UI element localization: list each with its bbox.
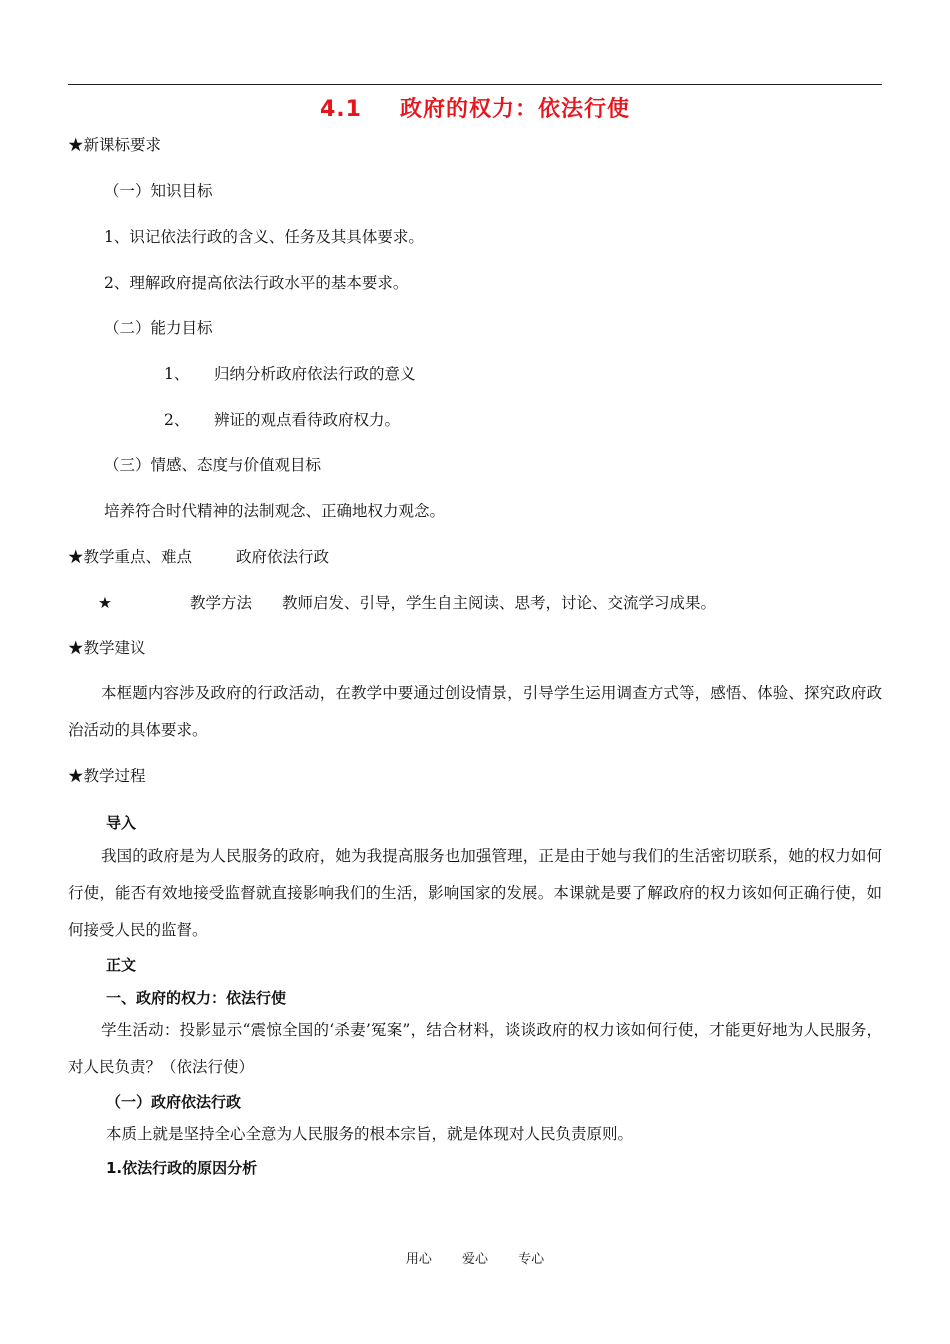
process-heading: ★教学过程 [68, 767, 146, 785]
ability-goal-item-2-num: 2、 [164, 411, 190, 429]
knowledge-goal-item-1: 1、识记依法行政的含义、任务及其具体要求。 [104, 228, 424, 246]
emotion-goal-heading: （三）情感、态度与价值观目标 [104, 456, 322, 474]
method-star-icon: ★ [98, 594, 112, 612]
method-label: 教学方法 [190, 594, 253, 612]
page-footer [0, 1248, 950, 1267]
page-title [0, 92, 950, 123]
knowledge-goal-item-2: 2、理解政府提高依法行政水平的基本要求。 [104, 274, 409, 292]
header-rule [68, 84, 882, 85]
ability-goal-item-1-num: 1、 [164, 365, 190, 383]
footer-item-1: 用心 [405, 1252, 432, 1267]
title-number: 4.1 [320, 97, 362, 122]
body-heading: 正文 [106, 956, 137, 974]
key-points-label: ★教学重点、难点 [68, 548, 193, 566]
section-requirements: ★新课标要求 [68, 136, 162, 154]
suggestion-text: 本框题内容涉及政府的行政活动，在教学中要通过创设情景，引导学生运用调查方式等，感悟、体验、探究政府政治活动的具体要求。 [68, 684, 882, 739]
key-points-value: 政府依法行政 [236, 548, 330, 566]
point1-heading: 1.依法行政的原因分析 [106, 1159, 258, 1177]
title-text: 政府的权力：依法行使 [399, 97, 630, 122]
ability-goal-item-2-text: 辨证的观点看待政府权力。 [214, 411, 401, 429]
footer-item-3: 专心 [518, 1252, 545, 1267]
intro-text: 我国的政府是为人民服务的政府，她为我提高服务也加强管理，正是由于她与我们的生活密切联系，她的权力如何行使，能否有效地接受监督就直接影响我们的生活，影响国家的发展。本课就是要了解政府的权力该如何正确行使，如何接受人民的监督。 [68, 847, 882, 939]
ability-goal-heading: （二）能力目标 [104, 319, 213, 337]
sub1-text: 本质上就是坚持全心全意为人民服务的根本宗旨，就是体现对人民负责原则。 [106, 1125, 634, 1143]
section1-heading: 一、政府的权力：依法行使 [106, 989, 287, 1007]
ability-goal-item-1-text: 归纳分析政府依法行政的意义 [214, 365, 416, 383]
intro-heading: 导入 [106, 814, 137, 832]
emotion-goal-text: 培养符合时代精神的法制观念、正确地权力观念。 [104, 502, 446, 520]
method-value: 教师启发、引导，学生自主阅读、思考，讨论、交流学习成果。 [282, 594, 717, 612]
activity-text: 学生活动：投影显示“震惊全国的‘杀妻’冤案”，结合材料，谈谈政府的权力该如何行使，才能更好地为人民服务，对人民负责？（依法行使） [68, 1021, 882, 1076]
footer-item-2: 爱心 [461, 1252, 488, 1267]
suggestion-heading: ★教学建议 [68, 639, 146, 657]
knowledge-goal-heading: （一）知识目标 [104, 182, 213, 200]
sub1-heading: （一）政府依法行政 [106, 1093, 242, 1111]
